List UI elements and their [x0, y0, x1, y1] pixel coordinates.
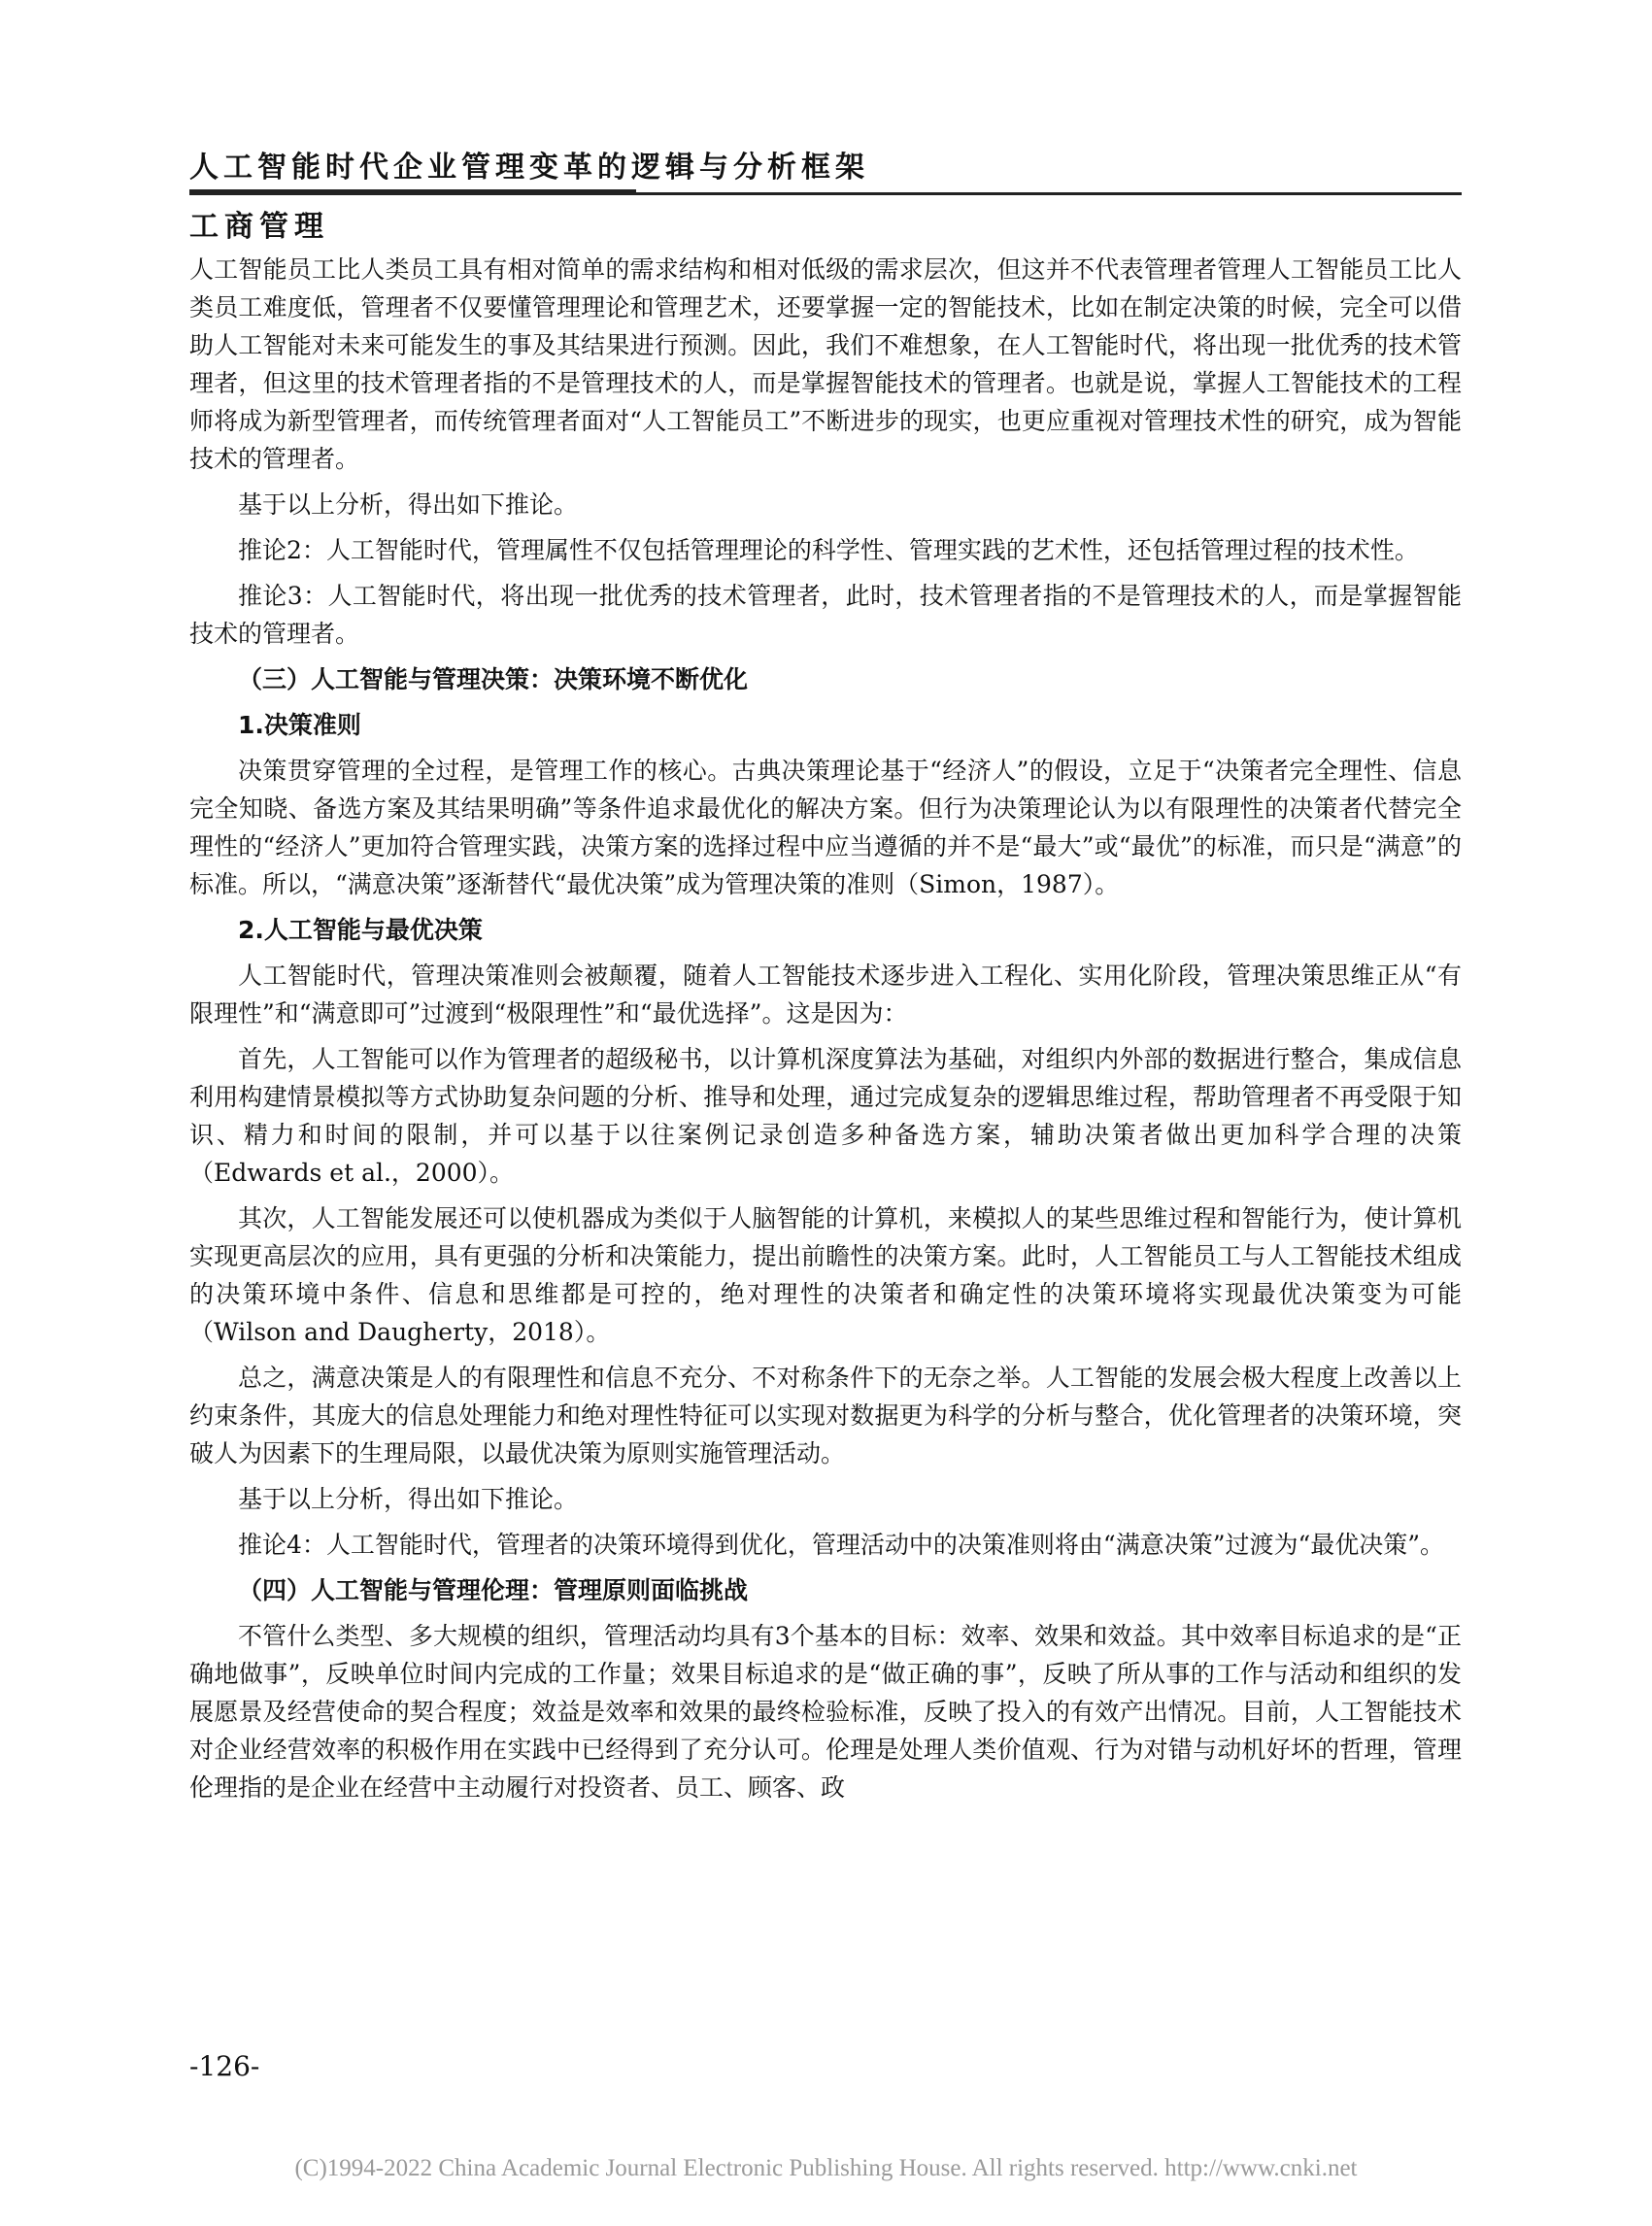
header-rule-accent [189, 189, 636, 195]
paragraph-corollary-4: 推论4：人工智能时代，管理者的决策环境得到优化，管理活动中的决策准则将由“满意决策”过渡为“最优决策”。 [238, 1531, 1445, 1559]
header-rule [189, 192, 1462, 195]
subsection-heading-1: 1.决策准则 [238, 711, 361, 739]
paragraph: 首先，人工智能可以作为管理者的超级秘书，以计算机深度算法为基础，对组织内外部的数据进行整合，集成信息利用构建情景模拟等方式协助复杂问题的分析、推导和处理，通过完成复杂的逻辑思维过程，帮助管理者不再受限于知识、精力和时间的限制，并可以基于以往案例记录创造多种备选方案，辅助决策者做出更加科学合理的决策（Edwards et al.，2000）。 [189, 1045, 1462, 1187]
paragraph: 总之，满意决策是人的有限理性和信息不充分、不对称条件下的无奈之举。人工智能的发展会极大程度上改善以上约束条件，其庞大的信息处理能力和绝对理性特征可以实现对数据更为科学的分析与整合，优化管理者的决策环境，突破人为因素下的生理局限，以最优决策为原则实施管理活动。 [189, 1364, 1462, 1467]
paragraph-corollary-3: 推论3：人工智能时代，将出现一批优秀的技术管理者，此时，技术管理者指的不是管理技术的人，而是掌握智能技术的管理者。 [189, 582, 1462, 648]
paragraph: 基于以上分析，得出如下推论。 [238, 1485, 579, 1513]
section-tag: 工商管理 [189, 210, 329, 244]
paragraph: 其次，人工智能发展还可以使机器成为类似于人脑智能的计算机，来模拟人的某些思维过程和智能行为，使计算机实现更高层次的应用，具有更强的分析和决策能力，提出前瞻性的决策方案。此时，人工智能员工与人工智能技术组成的决策环境中条件、信息和思维都是可控的，绝对理性的决策者和确定性的决策环境将实现最优决策变为可能（Wilson and Daugherty，2018）。 [189, 1204, 1462, 1346]
footer-copyright: (C)1994-2022 China Academic Journal Electronic Publishing House. All rights reserved. http://www.cnki.net [294, 2155, 1358, 2181]
subsection-heading-2: 2.人工智能与最优决策 [238, 916, 483, 944]
paragraph-corollary-2: 推论2：人工智能时代，管理属性不仅包括管理理论的科学性、管理实践的艺术性，还包括管理过程的技术性。 [238, 536, 1419, 564]
section-heading-4: （四）人工智能与管理伦理：管理原则面临挑战 [238, 1576, 749, 1604]
paragraph: 不管什么类型、多大规模的组织，管理活动均具有3个基本的目标：效率、效果和效益。其中效率目标追求的是“正确地做事”，反映单位时间内完成的工作量；效果目标追求的是“做正确的事”，反映了所从事的工作与活动和组织的发展愿景及经营使命的契合程度；效益是效率和效果的最终检验标准，反映了投入的有效产出情况。目前，人工智能技术对企业经营效率的积极作用在实践中已经得到了充分认可。伦理是处理人类价值观、行为对错与动机好坏的哲理，管理伦理指的是企业在经营中主动履行对投资者、员工、顾客、政 [189, 1622, 1462, 1802]
paragraph: 基于以上分析，得出如下推论。 [238, 490, 579, 519]
section-heading-3: （三）人工智能与管理决策：决策环境不断优化 [238, 665, 749, 693]
page-number: -126- [189, 2050, 260, 2082]
paragraph: 人工智能时代，管理决策准则会被颠覆，随着人工智能技术逐步进入工程化、实用化阶段，管理决策思维正从“有限理性”和“满意即可”过渡到“极限理性”和“最优选择”。这是因为： [189, 961, 1462, 1028]
article-body [189, 251, 1462, 1814]
running-header-title: 人工智能时代企业管理变革的逻辑与分析框架 [189, 151, 869, 185]
paragraph-continuation: 人工智能员工比人类员工具有相对简单的需求结构和相对低级的需求层次，但这并不代表管理者管理人工智能员工比人类员工难度低，管理者不仅要懂管理理论和管理艺术，还要掌握一定的智能技术，比如在制定决策的时候，完全可以借助人工智能对未来可能发生的事及其结果进行预测。因此，我们不难想象，在人工智能时代，将出现一批优秀的技术管理者，但这里的技术管理者指的不是管理技术的人，而是掌握智能技术的管理者。也就是说，掌握人工智能技术的工程师将成为新型管理者，而传统管理者面对“人工智能员工”不断进步的现实，也更应重视对管理技术性的研究，成为智能技术的管理者。 [189, 255, 1462, 473]
paragraph: 决策贯穿管理的全过程，是管理工作的核心。古典决策理论基于“经济人”的假设，立足于“决策者完全理性、信息完全知晓、备选方案及其结果明确”等条件追求最优化的解决方案。但行为决策理论认为以有限理性的决策者代替完全理性的“经济人”更加符合管理实践，决策方案的选择过程中应当遵循的并不是“最大”或“最优”的标准，而只是“满意”的标准。所以，“满意决策”逐渐替代“最优决策”成为管理决策的准则（Simon，1987）。 [189, 757, 1462, 898]
